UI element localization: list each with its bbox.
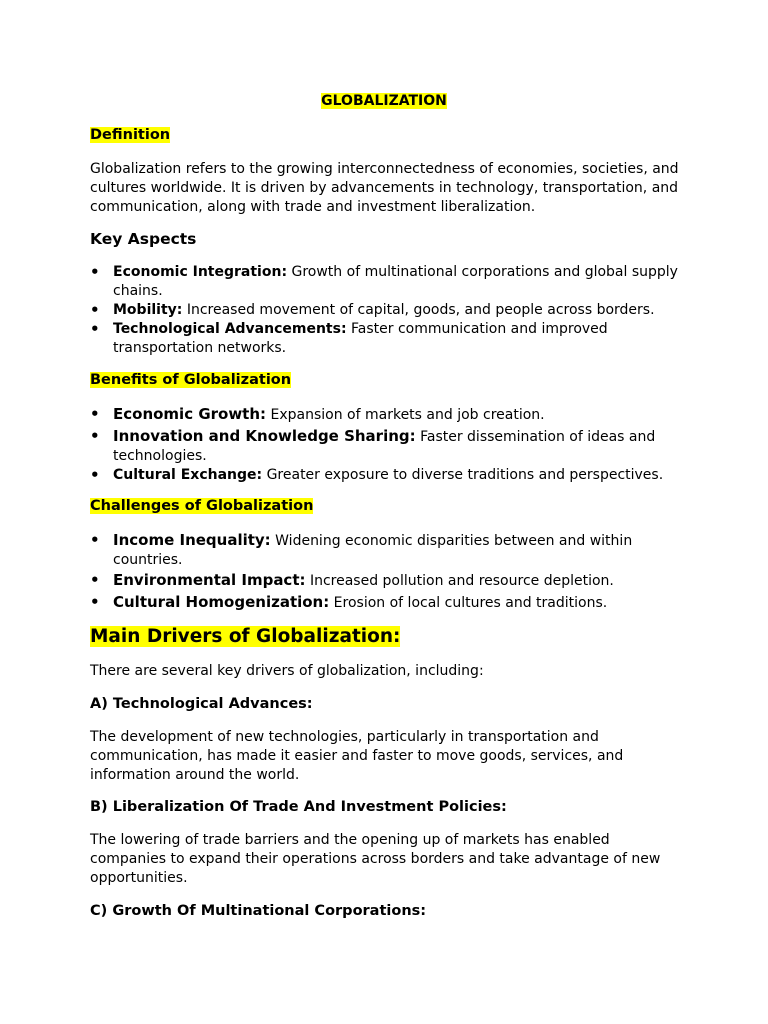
list-item: • Mobility: Increased movement of capital, goods, and people across borders. <box>90 301 655 319</box>
bullet-icon: • <box>90 571 100 589</box>
benefits-list <box>90 405 690 485</box>
drivers-intro: There are several key drivers of globalization, including: <box>90 663 484 679</box>
document-title: GLOBALIZATION <box>321 93 447 109</box>
definition-heading: Definition <box>90 127 171 143</box>
key-aspects-heading: Key Aspects <box>90 230 197 248</box>
challenges-heading: Challenges of Globalization <box>90 498 314 514</box>
driver-a-text: The development of new technologies, particularly in transportation and communication, has made it easier and faster to move goods, services, and information around the world. <box>90 729 624 783</box>
list-item: • Cultural Exchange: Greater exposure to diverse traditions and perspectives. <box>90 466 664 484</box>
driver-b-text: The lowering of trade barriers and the opening up of markets has enabled companies to expand their operations across borders and take advantage of new opportunities. <box>90 832 661 886</box>
bullet-icon: • <box>90 466 100 484</box>
list-item: • Cultural Homogenization: Erosion of local cultures and traditions. <box>90 593 608 611</box>
list-item: • Economic Growth: Expansion of markets and job creation. <box>90 405 545 423</box>
bullet-icon: • <box>90 427 100 445</box>
bullet-icon: • <box>90 320 100 338</box>
driver-b-heading: B) Liberalization Of Trade And Investment Policies: <box>90 799 507 815</box>
bullet-icon: • <box>90 263 100 281</box>
challenges-list <box>90 531 690 613</box>
key-aspects-list <box>90 263 690 358</box>
bullet-icon: • <box>90 301 100 319</box>
list-item: • Technological Advancements: Faster communication and improved transportation networks. <box>90 320 608 356</box>
definition-text: Globalization refers to the growing interconnectedness of economies, societies, and cultures worldwide. It is driven by advancements in technology, transportation, and communication, along with trade and investment liberalization. <box>90 161 679 215</box>
list-item: • Innovation and Knowledge Sharing: Faster dissemination of ideas and technologies. <box>90 427 656 464</box>
bullet-icon: • <box>90 405 100 423</box>
list-item: • Economic Integration: Growth of multinational corporations and global supply chains. <box>90 263 678 299</box>
bullet-icon: • <box>90 593 100 611</box>
drivers-heading: Main Drivers of Globalization: <box>90 626 401 647</box>
list-item: • Environmental Impact: Increased pollution and resource depletion. <box>90 571 614 589</box>
benefits-heading: Benefits of Globalization <box>90 372 292 388</box>
list-item: • Income Inequality: Widening economic disparities between and within countries. <box>90 531 633 568</box>
driver-a-heading: A) Technological Advances: <box>90 696 313 712</box>
bullet-icon: • <box>90 531 100 549</box>
driver-c-heading: C) Growth Of Multinational Corporations: <box>90 903 427 919</box>
